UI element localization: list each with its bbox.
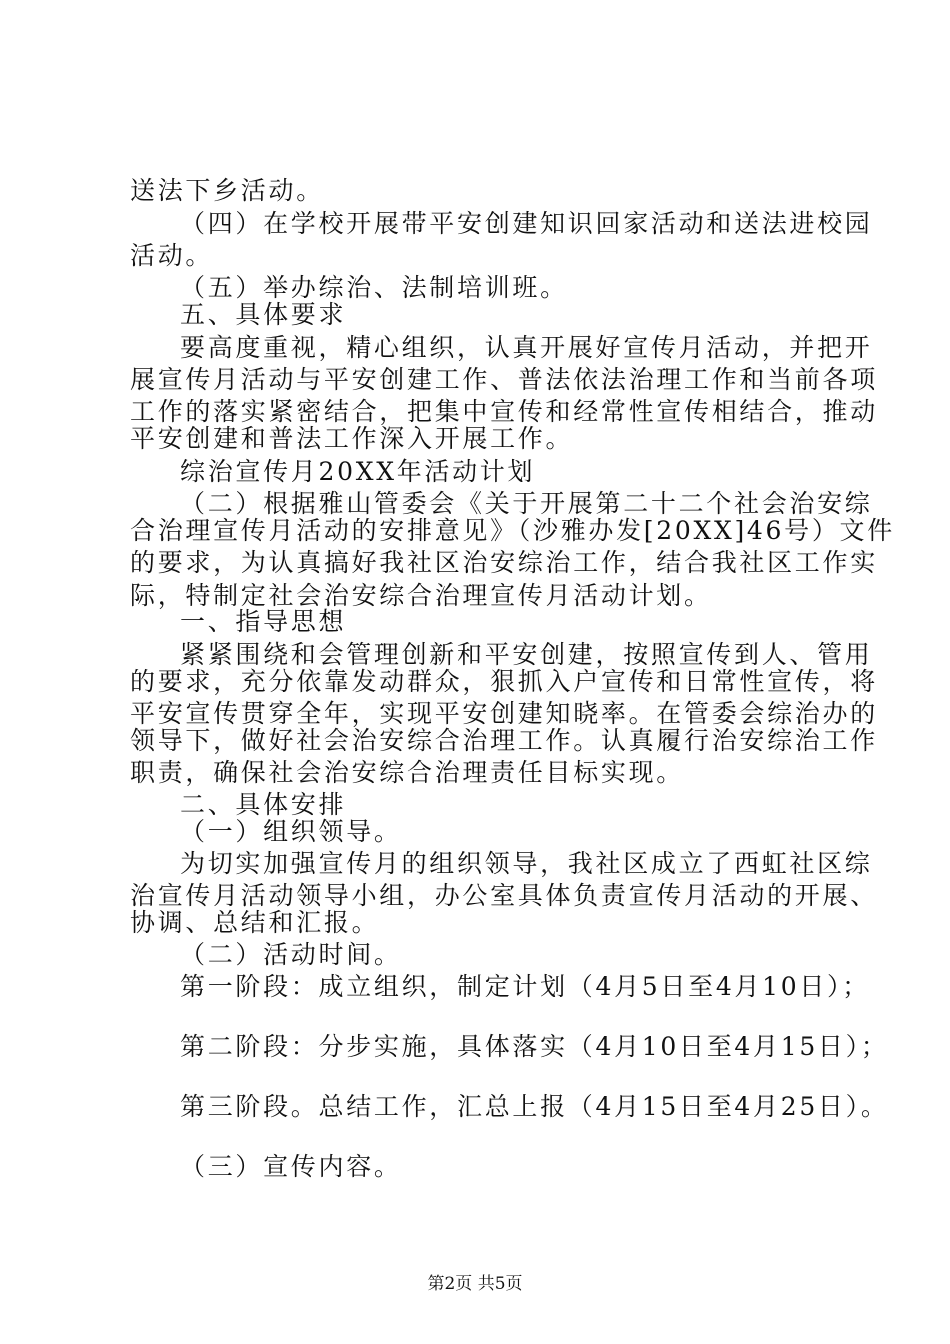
text-line: （四）在学校开展带平安创建知识回家活动和送法进校园 xyxy=(180,209,873,238)
text-line: 展宣传月活动与平安创建工作、普法依法治理工作和当前各项 xyxy=(130,365,878,394)
text-line: 紧紧围绕和会管理创新和平安创建，按照宣传到人、管用 xyxy=(180,640,873,669)
text-line: 第二阶段：分步实施，具体落实（4月10日至4月15日）； xyxy=(180,1032,889,1061)
text-line: 要高度重视，精心组织，认真开展好宣传月活动，并把开 xyxy=(180,333,873,362)
text-line: 治宣传月活动领导小组，办公室具体负责宣传月活动的开展、 xyxy=(130,881,878,910)
text-line: 平安创建和普法工作深入开展工作。 xyxy=(130,424,574,453)
text-line: 为切实加强宣传月的组织领导，我社区成立了西虹社区综 xyxy=(180,849,873,878)
text-line: 第一阶段：成立组织，制定计划（4月5日至4月10日）； xyxy=(180,972,870,1001)
text-line: 工作的落实紧密结合，把集中宣传和经常性宣传相结合，推动 xyxy=(130,397,878,426)
text-line: 活动。 xyxy=(130,241,214,270)
text-line: 领导下，做好社会治安综合治理工作。认真履行治安综治工作 xyxy=(130,726,878,755)
text-line: 协调、总结和汇报。 xyxy=(130,908,380,937)
text-line: （二）根据雅山管委会《关于开展第二十二个社会治安综 xyxy=(180,489,873,518)
text-line: 平安宣传贯穿全年，实现平安创建知晓率。在管委会综治办的 xyxy=(130,699,878,728)
text-line: （三）宣传内容。 xyxy=(180,1152,402,1181)
text-line: 五、具体要求 xyxy=(180,300,347,329)
text-line: 送法下乡活动。 xyxy=(130,176,324,205)
text-line: 综治宣传月20XX年活动计划 xyxy=(180,457,536,486)
text-line: 第三阶段。总结工作，汇总上报（4月15日至4月25日）。 xyxy=(180,1092,889,1121)
text-line: （五）举办综治、法制培训班。 xyxy=(180,273,568,302)
page-footer: 第2页 共5页 xyxy=(427,1274,523,1294)
text-line: 的要求，为认真搞好我社区治安综治工作，结合我社区工作实 xyxy=(130,548,878,577)
text-line: 的要求，充分依靠发动群众，狠抓入户宣传和日常性宣传，将 xyxy=(130,667,878,696)
text-line: 合治理宣传月活动的安排意见》（沙雅办发[20XX]46号）文件 xyxy=(130,516,895,545)
text-line: 一、指导思想 xyxy=(180,607,347,636)
text-line: （二）活动时间。 xyxy=(180,940,402,969)
text-line: 际，特制定社会治安综合治理宣传月活动计划。 xyxy=(130,581,712,610)
text-line: 职责，确保社会治安综合治理责任目标实现。 xyxy=(130,758,685,787)
text-line: （一）组织领导。 xyxy=(180,817,402,846)
text-line: 二、具体安排 xyxy=(180,790,347,819)
